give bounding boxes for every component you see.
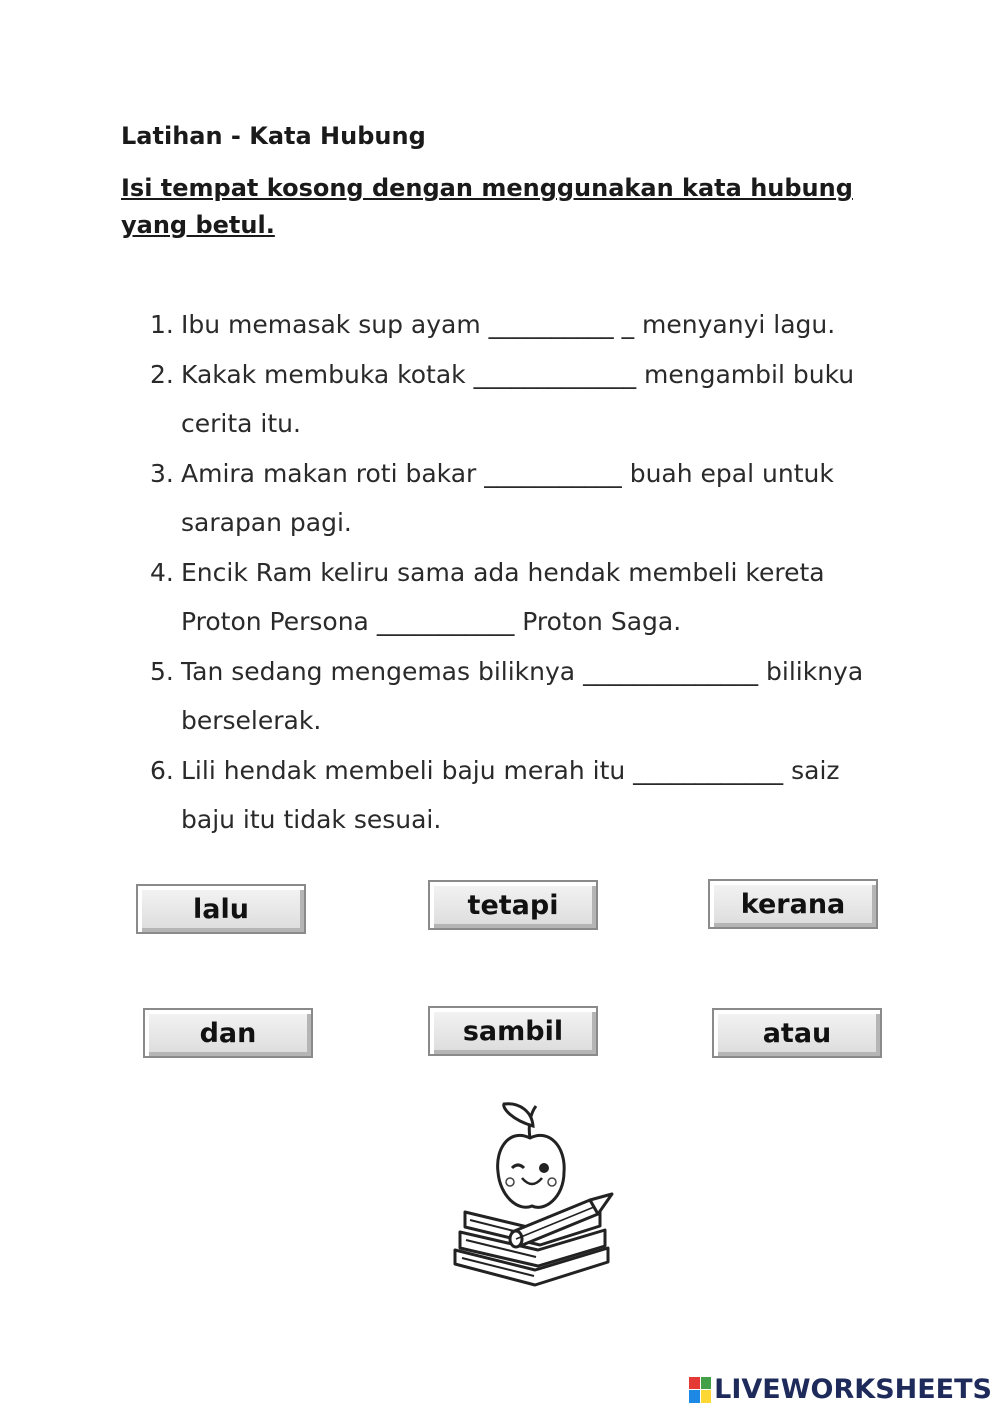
question-text-after: biliknya berselerak.: [181, 656, 864, 735]
question-item: [150, 548, 870, 647]
question-text-after: mengambil buku cerita itu.: [181, 359, 855, 438]
apple-books-pencil-icon: [440, 1100, 620, 1300]
question-text-after: Proton Saga.: [514, 607, 682, 636]
question-text-after: menyanyi lagu.: [634, 310, 836, 339]
question-number: 3.: [150, 458, 174, 488]
question-list: [150, 300, 870, 845]
answer-blank[interactable]: ____________: [633, 755, 784, 785]
answer-blank[interactable]: ___________: [484, 458, 622, 488]
answer-blank[interactable]: _____________: [473, 359, 637, 389]
word-option-kerana[interactable]: kerana: [708, 879, 878, 929]
word-option-dan[interactable]: dan: [143, 1008, 313, 1058]
word-option-tetapi[interactable]: tetapi: [428, 880, 598, 930]
question-item: [150, 449, 870, 548]
question-text-before: Amira makan roti bakar: [181, 458, 485, 488]
answer-blank[interactable]: __________ _: [488, 310, 635, 339]
question-number: 5.: [150, 656, 174, 686]
worksheet-title: Latihan - Kata Hubung: [121, 122, 426, 150]
word-option-lalu[interactable]: lalu: [136, 884, 306, 934]
question-text-after: saiz baju itu tidak sesuai.: [181, 755, 840, 834]
question-text-after: buah epal untuk sarapan pagi.: [181, 458, 834, 537]
brand-name: LIVEWORKSHEETS: [714, 1374, 992, 1405]
question-text-before: Tan sedang mengemas biliknya: [181, 656, 584, 686]
word-option-sambil[interactable]: sambil: [428, 1006, 598, 1056]
word-option-atau[interactable]: atau: [712, 1008, 882, 1058]
question-number: 4.: [150, 557, 174, 587]
question-item: [150, 647, 870, 746]
worksheet-instruction: Isi tempat kosong dengan menggunakan kata hubung yang betul.: [121, 174, 853, 239]
question-item: [150, 350, 870, 449]
question-item: [150, 746, 870, 845]
question-text-before: Lili hendak membeli baju merah itu: [181, 755, 634, 785]
question-item: [150, 300, 870, 350]
question-number: 1.: [150, 310, 174, 339]
question-number: 2.: [150, 359, 174, 389]
question-number: 6.: [150, 755, 174, 785]
question-text-before: Kakak membuka kotak: [181, 359, 474, 389]
answer-blank[interactable]: ___________: [376, 607, 515, 636]
question-text-before: Ibu memasak sup ayam: [181, 310, 489, 339]
brand: [689, 1374, 992, 1405]
answer-blank[interactable]: ______________: [583, 656, 759, 686]
question-text-before: Encik Ram keliru sama ada hendak membeli kereta Proton Persona: [181, 557, 825, 636]
brand-logo-icon: [689, 1377, 711, 1403]
